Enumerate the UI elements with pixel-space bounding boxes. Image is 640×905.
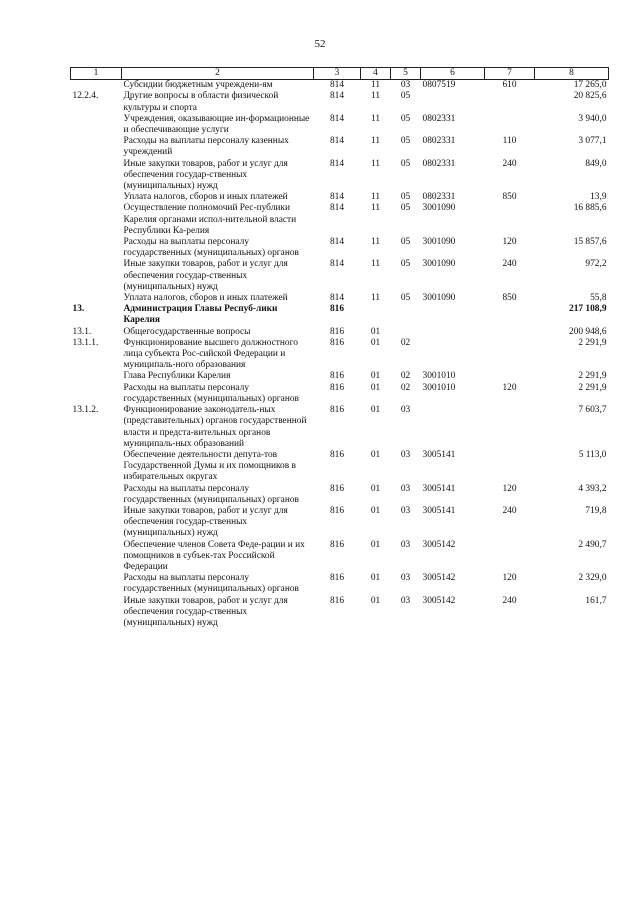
table-row [71, 159, 609, 193]
subsection-code-cell: 03 [400, 573, 411, 584]
subsection-code-cell: 05 [400, 113, 411, 124]
subsection-code-cell: 05 [400, 259, 411, 270]
item-name-cell: Иные закупки товаров, работ и услуг для обеспечения государ-ственных (муниципальных) нужд [123, 505, 288, 539]
section-code-cell: 11 [370, 203, 381, 214]
item-name-cell: Субсидии бюджетным учреждени-ям [123, 80, 273, 91]
target-article-cell: 3005141 [422, 449, 456, 460]
expense-type-cell [485, 304, 535, 326]
section-code-cell: 01 [370, 382, 381, 393]
section-code-cell: 11 [370, 259, 381, 270]
section-code-cell: 11 [370, 136, 381, 147]
subsection-code-cell: 03 [400, 595, 411, 606]
item-name-cell: Расходы на выплаты персоналу казенных учреждений [123, 136, 289, 158]
table-row [71, 327, 609, 338]
expense-type-cell: 120 [502, 382, 517, 393]
header-cell: 2 [122, 68, 314, 80]
amount-cell: 3 940,0 [578, 113, 607, 124]
subsection-code-cell: 05 [400, 158, 411, 169]
table-row [71, 192, 609, 203]
expense-type-cell [485, 371, 535, 382]
subsection-code-cell: 05 [400, 203, 411, 214]
target-article-cell [421, 338, 485, 372]
item-name-cell: Иные закупки товаров, работ и услуг для обеспечения государ-ственных (муниципальных) нужд [123, 595, 288, 628]
subsection-code-cell: 03 [400, 449, 411, 460]
header-cell: 1 [71, 68, 122, 80]
amount-cell: 972,2 [585, 259, 607, 270]
department-code-cell: 816 [329, 449, 345, 460]
subsection-code-cell [391, 304, 421, 326]
subsection-code-cell: 05 [400, 192, 411, 203]
page-number: 52 [314, 38, 326, 50]
table-row [71, 259, 609, 293]
section-code-cell: 11 [370, 158, 381, 169]
table-row [71, 573, 609, 595]
department-code-cell: 816 [329, 304, 345, 315]
department-code-cell: 816 [329, 405, 345, 416]
section-code-cell: 11 [370, 192, 381, 203]
section-code-cell: 01 [370, 371, 381, 382]
row-number-cell: 13.1. [72, 326, 92, 337]
item-name-cell: Другие вопросы в области физической культуры и спорта [123, 91, 279, 113]
target-article-cell: 3001090 [422, 203, 456, 214]
amount-cell: 4 393,2 [578, 483, 607, 494]
amount-cell: 2 329,0 [578, 573, 607, 584]
row-number-cell: 13.1.1. [72, 337, 99, 348]
target-article-cell [421, 304, 485, 326]
target-article-cell: 0802331 [422, 158, 456, 169]
target-article-cell: 3001010 [422, 371, 456, 382]
section-code-cell: 11 [370, 80, 381, 91]
table-row [71, 371, 609, 382]
table-body [71, 80, 609, 629]
expense-type-cell: 240 [502, 505, 517, 516]
department-code-cell: 814 [329, 293, 345, 304]
subsection-code-cell: 05 [400, 237, 411, 248]
department-code-cell: 814 [329, 192, 345, 203]
header-cell: 8 [535, 68, 609, 80]
subsection-code-cell [391, 327, 421, 338]
subsection-code-cell: 02 [400, 371, 411, 382]
section-code-cell: 11 [370, 237, 381, 248]
amount-cell: 200 948,6 [569, 326, 607, 337]
department-code-cell: 814 [329, 259, 345, 270]
department-code-cell: 816 [329, 326, 345, 337]
subsection-code-cell: 03 [400, 505, 411, 516]
target-article-cell: 0802331 [422, 136, 456, 147]
section-code-cell: 01 [370, 405, 381, 416]
item-name-cell: Расходы на выплаты персоналу государственных (муниципальных) органов [123, 382, 299, 404]
subsection-code-cell: 02 [400, 382, 411, 393]
expense-type-cell [485, 91, 535, 113]
department-code-cell: 814 [329, 203, 345, 214]
expense-type-cell: 110 [502, 136, 517, 147]
table-header [71, 68, 609, 80]
row-number-cell [71, 237, 122, 259]
item-name-cell: Администрация Главы Респуб-лики Карелия [123, 304, 278, 326]
row-number-cell [71, 259, 122, 293]
target-article-cell: 3001090 [422, 237, 456, 248]
item-name-cell: Расходы на выплаты персоналу государственных (муниципальных) органов [123, 483, 299, 505]
table-row [71, 80, 609, 92]
budget-table [70, 67, 609, 629]
department-code-cell: 816 [329, 483, 345, 494]
item-name-cell: Иные закупки товаров, работ и услуг для обеспечения государ-ственных (муниципальных) нужд [123, 158, 288, 192]
department-code-cell: 814 [329, 158, 345, 169]
amount-cell: 5 113,0 [578, 449, 607, 460]
table-row [71, 383, 609, 405]
row-number-cell [71, 573, 122, 595]
table-row [71, 338, 609, 372]
subsection-code-cell: 05 [400, 293, 411, 304]
expense-type-cell [485, 327, 535, 338]
amount-cell: 161,7 [585, 595, 607, 606]
amount-cell: 2 291,9 [578, 382, 607, 393]
table-row [71, 450, 609, 484]
row-number-cell [71, 114, 122, 136]
target-article-cell: 3005142 [422, 595, 456, 606]
header-cell: 7 [485, 68, 535, 80]
amount-cell: 2 291,9 [578, 337, 607, 348]
table-row [71, 506, 609, 540]
department-code-cell: 814 [329, 136, 345, 147]
subsection-code-cell: 05 [400, 91, 411, 102]
table-row [71, 304, 609, 326]
row-number-cell [71, 596, 122, 630]
amount-cell: 2 291,9 [578, 371, 607, 382]
header-cell: 3 [314, 68, 361, 80]
expense-type-cell: 240 [502, 158, 517, 169]
row-number-cell [71, 192, 122, 203]
amount-cell: 16 885,6 [573, 203, 607, 214]
amount-cell: 55,8 [590, 293, 607, 304]
department-code-cell: 816 [329, 539, 345, 550]
department-code-cell: 816 [329, 371, 345, 382]
amount-cell: 13,9 [590, 192, 607, 203]
table-row [71, 540, 609, 574]
item-name-cell: Функционирование высшего должностного лица субъекта Рос-сийской Федерации и муниципаль-ного образования [123, 337, 298, 371]
item-name-cell: Функционирование законодатель-ных (представительных) органов государственной власти и предста-вительных органов муниципаль-ных образований [123, 405, 307, 449]
item-name-cell: Осуществление полномочий Рес-публики Карелия органами испол-нительной власти Республики Ка-релия [123, 203, 297, 236]
target-article-cell: 0807519 [422, 80, 456, 91]
row-number-cell [71, 80, 122, 92]
department-code-cell: 814 [329, 237, 345, 248]
header-cell: 4 [361, 68, 391, 80]
section-code-cell: 11 [370, 113, 381, 124]
row-number-cell [71, 371, 122, 382]
item-name-cell: Обеспечение членов Совета Феде-рации и их помощников в субъек-тах Российской Федерации [123, 539, 305, 572]
department-code-cell: 814 [329, 80, 345, 91]
section-code-cell: 01 [370, 573, 381, 584]
expense-type-cell: 240 [502, 595, 517, 606]
amount-cell: 719,8 [585, 505, 607, 516]
expense-type-cell [485, 338, 535, 372]
item-name-cell: Расходы на выплаты персоналу государственных (муниципальных) органов [123, 573, 299, 595]
target-article-cell [421, 91, 485, 113]
subsection-code-cell: 03 [400, 80, 411, 91]
department-code-cell: 816 [329, 573, 345, 584]
target-article-cell: 3001010 [422, 382, 456, 393]
expense-type-cell: 120 [502, 573, 517, 584]
amount-cell: 17 265,0 [573, 80, 607, 91]
item-name-cell: Иные закупки товаров, работ и услуг для обеспечения государ-ственных (муниципальных) нужд [123, 259, 288, 292]
amount-cell: 849,0 [585, 158, 607, 169]
item-name-cell: Общегосударственные вопросы [123, 326, 251, 337]
subsection-code-cell: 03 [400, 483, 411, 494]
department-code-cell: 816 [329, 337, 345, 348]
table-row [71, 91, 609, 113]
section-code-cell: 01 [370, 337, 381, 348]
item-name-cell: Уплата налогов, сборов и иных платежей [123, 192, 288, 203]
section-code-cell: 01 [370, 539, 381, 550]
row-number-cell: 13.1.2. [72, 405, 99, 416]
amount-cell: 3 077,1 [578, 136, 607, 147]
section-code-cell: 01 [370, 595, 381, 606]
amount-cell: 20 825,6 [573, 91, 607, 102]
expense-type-cell: 850 [502, 293, 517, 304]
section-code-cell: 01 [370, 326, 381, 337]
target-article-cell: 3005142 [422, 539, 456, 550]
target-article-cell: 3001090 [422, 259, 456, 270]
row-number-cell: 13. [72, 304, 85, 315]
row-number-cell [71, 450, 122, 484]
header-cell: 5 [391, 68, 421, 80]
target-article-cell: 3005141 [422, 483, 456, 494]
expense-type-cell: 240 [502, 259, 517, 270]
row-number-cell [71, 159, 122, 193]
amount-cell: 2 490,7 [578, 539, 607, 550]
department-code-cell: 816 [329, 595, 345, 606]
expense-type-cell: 610 [502, 80, 517, 91]
section-code-cell: 01 [370, 483, 381, 494]
target-article-cell: 3005141 [422, 505, 456, 516]
table-row [71, 237, 609, 259]
item-name-cell: Учреждения, оказывающие ин-формационные и обеспечивающие услуги [123, 113, 310, 136]
section-code-cell: 01 [370, 505, 381, 516]
section-code-cell: 11 [370, 91, 381, 102]
item-name-cell: Глава Республики Карелия [123, 371, 231, 382]
department-code-cell: 814 [329, 113, 345, 124]
row-number-cell [71, 383, 122, 405]
table-row [71, 405, 609, 450]
expense-type-cell [485, 405, 535, 450]
table-row [71, 293, 609, 304]
table-row [71, 136, 609, 158]
item-name-cell: Расходы на выплаты персоналу государственных (муниципальных) органов [123, 237, 299, 259]
subsection-code-cell: 03 [400, 539, 411, 550]
row-number-cell [71, 484, 122, 506]
subsection-code-cell: 02 [400, 337, 411, 348]
amount-cell: 7 603,7 [578, 405, 607, 416]
expense-type-cell [485, 114, 535, 136]
department-code-cell: 814 [329, 91, 345, 102]
target-article-cell: 0802331 [422, 192, 456, 203]
item-name-cell: Обеспечение деятельности депута-тов Государственной Думы и их помощников в избирательных округах [123, 449, 296, 483]
expense-type-cell [485, 450, 535, 484]
header-row [71, 68, 609, 80]
row-number-cell: 12.2.4. [72, 91, 99, 102]
expense-type-cell: 850 [502, 192, 517, 203]
section-code-cell: 01 [370, 449, 381, 460]
row-number-cell [71, 136, 122, 158]
row-number-cell [71, 540, 122, 574]
department-code-cell: 816 [329, 505, 345, 516]
item-name-cell: Уплата налогов, сборов и иных платежей [123, 293, 288, 304]
target-article-cell: 3001090 [422, 293, 456, 304]
row-number-cell [71, 203, 122, 237]
table-row [71, 596, 609, 630]
subsection-code-cell: 03 [400, 405, 411, 416]
expense-type-cell [485, 203, 535, 237]
target-article-cell: 0802331 [422, 113, 456, 124]
expense-type-cell [485, 540, 535, 574]
expense-type-cell: 120 [502, 483, 517, 494]
header-cell: 6 [421, 68, 485, 80]
table-row [71, 484, 609, 506]
row-number-cell [71, 293, 122, 304]
section-code-cell [361, 304, 391, 326]
table-row [71, 114, 609, 136]
section-code-cell: 11 [370, 293, 381, 304]
target-article-cell [421, 327, 485, 338]
target-article-cell [421, 405, 485, 450]
expense-type-cell: 120 [502, 237, 517, 248]
table-row [71, 203, 609, 237]
amount-cell: 217 108,9 [569, 304, 607, 315]
department-code-cell: 816 [329, 382, 345, 393]
subsection-code-cell: 05 [400, 136, 411, 147]
row-number-cell [71, 506, 122, 540]
target-article-cell: 3005142 [422, 573, 456, 584]
amount-cell: 15 857,6 [573, 237, 607, 248]
